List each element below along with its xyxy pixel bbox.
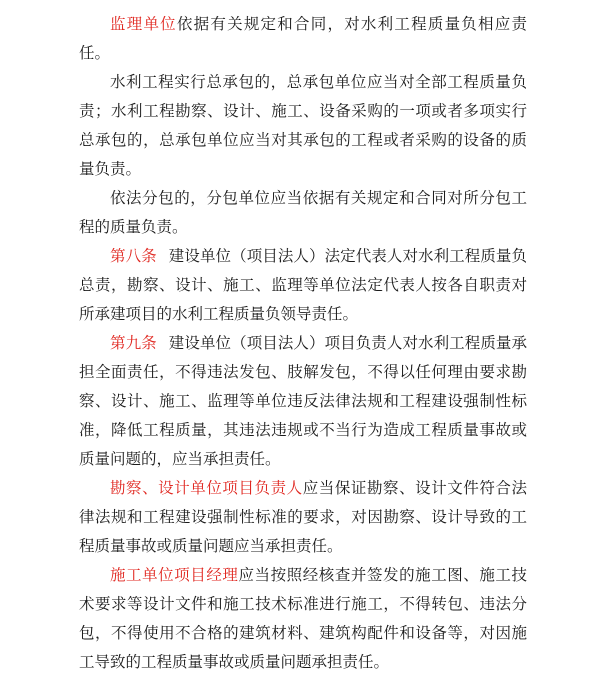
- paragraph-article-8: [79, 242, 527, 329]
- paragraph-general-contract: [79, 68, 527, 184]
- paragraph-text: 应当按照经核查并签发的施工图、施工技术要求等设计文件和施工技术标准进行施工，不得转包、违法分包，不得使用不合格的建筑材料、建筑构配件和设备等，对因施工导致的工程质量事故或质量问题承担责任。: [79, 566, 527, 671]
- paragraph-text: 建设单位（项目法人）法定代表人对水利工程质量负总责，勘察、设计、施工、监理等单位法定代表人按各自职责对所承建项目的水利工程质量负领导责任。: [79, 247, 527, 323]
- article-number: 第八条: [110, 247, 157, 265]
- highlight-term: 勘察、设计单位项目负责人: [110, 479, 303, 497]
- highlight-term: 施工单位项目经理: [110, 566, 239, 584]
- paragraph-text: 水利工程实行总承包的，总承包单位应当对全部工程质量负责；水利工程勘察、设计、施工、设备采购的一项或者多项实行总承包的，总承包单位应当对其承包的工程或者采购的设备的质量负责。: [79, 73, 527, 178]
- paragraph-text: 依法分包的，分包单位应当依据有关规定和合同对所分包工程的质量负责。: [79, 189, 527, 236]
- regulation-document: [79, 10, 527, 677]
- paragraph-supervision-unit: [79, 10, 527, 68]
- paragraph-article-9: [79, 329, 527, 474]
- highlight-term: 监理单位: [110, 15, 177, 33]
- paragraph-construction-manager: [79, 561, 527, 677]
- paragraph-text: 应当保证勘察、设计文件符合法律法规和工程建设强制性标准的要求，对因勘察、设计导致的工程质量事故或质量问题应当承担责任。: [79, 479, 527, 555]
- paragraph-text: 建设单位（项目法人）项目负责人对水利工程质量承担全面责任，不得违法发包、肢解发包，不得以任何理由要求勘察、设计、施工、监理等单位违反法律法规和工程建设强制性标准，降低工程质量，其违法违规或不当行为造成工程质量事故或质量问题的，应当承担责任。: [79, 334, 527, 468]
- paragraph-survey-design-lead: [79, 474, 527, 561]
- paragraph-subcontract: [79, 184, 527, 242]
- paragraph-text: 依据有关规定和合同，对水利工程质量负相应责任。: [79, 15, 527, 62]
- article-number: 第九条: [110, 334, 157, 352]
